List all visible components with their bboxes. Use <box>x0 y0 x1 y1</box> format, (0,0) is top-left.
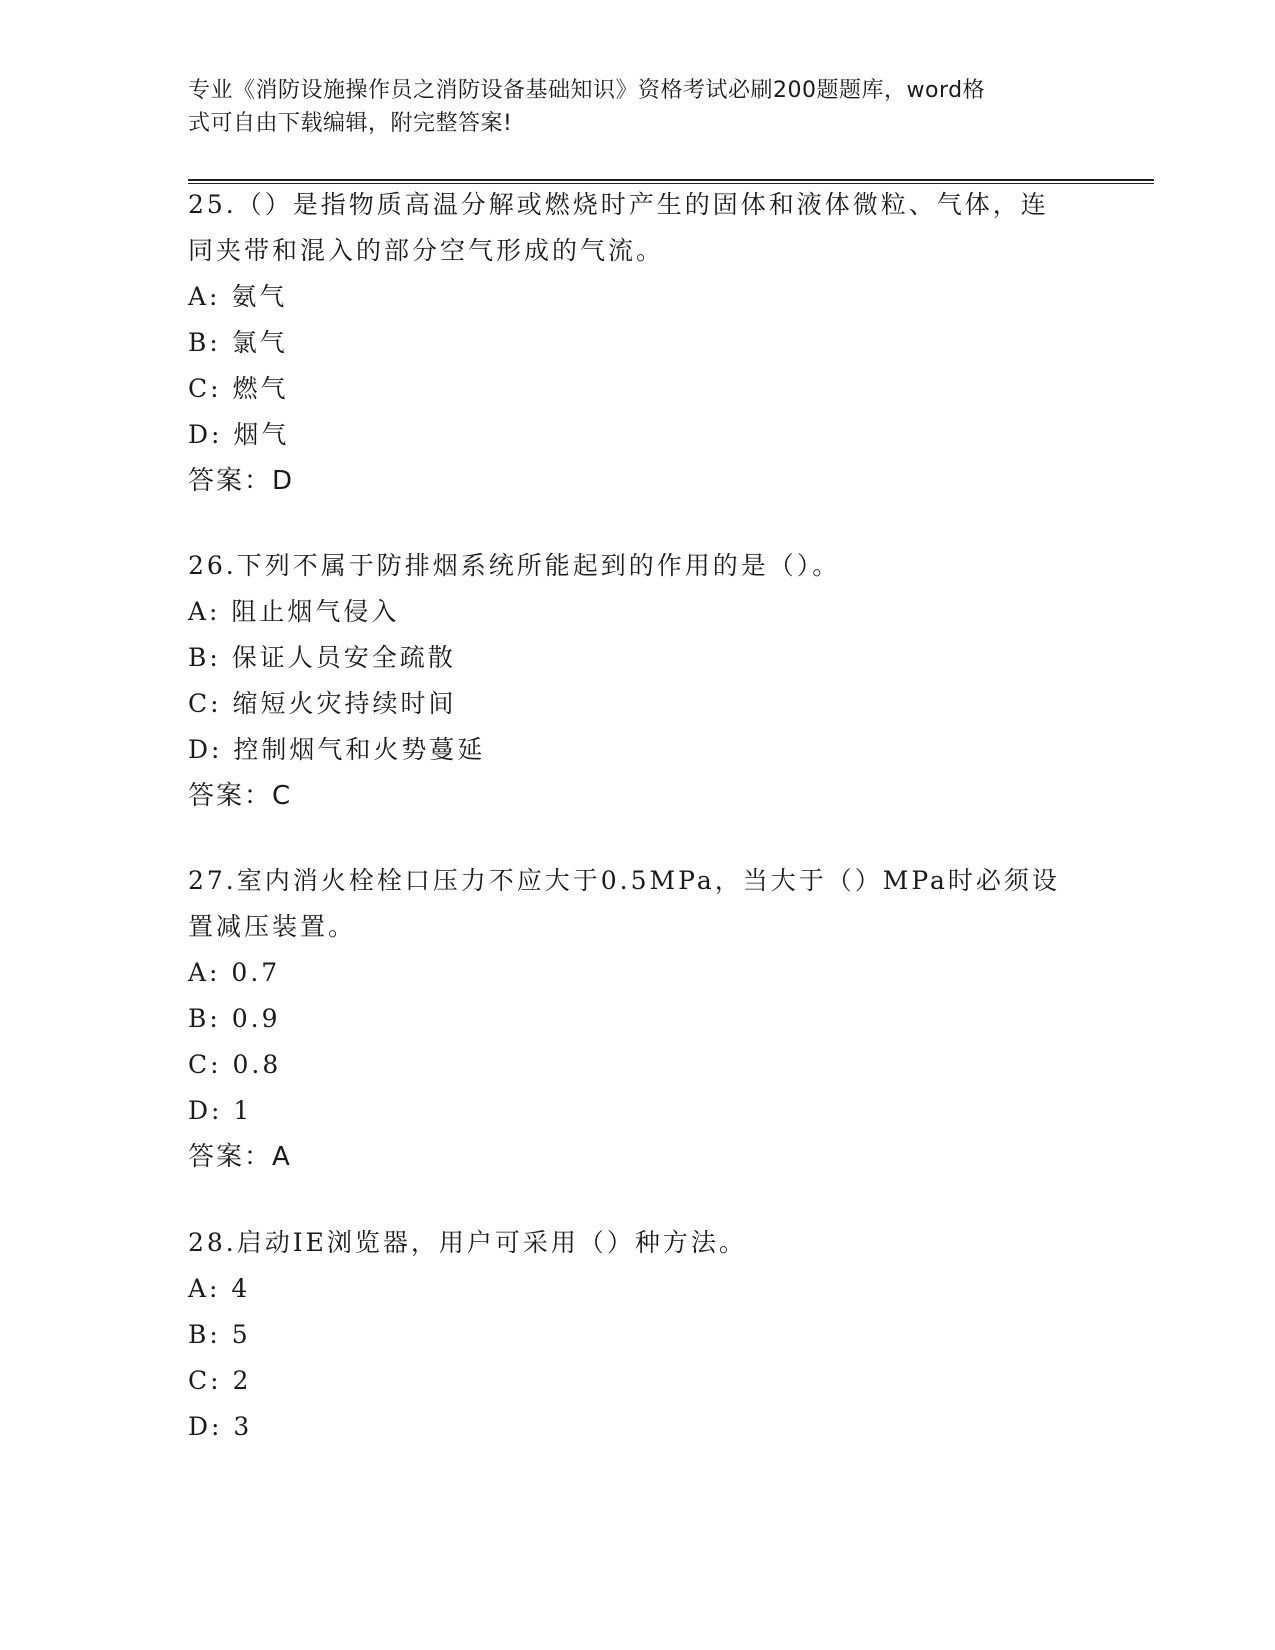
answer: 答案：A <box>188 1142 292 1172</box>
question-stem: 25.（）是指物质高温分解或燃烧时产生的固体和液体微粒、气体，连 <box>188 190 1049 219</box>
header-line-2: 式可自由下载编辑，附完整答案! <box>188 111 513 136</box>
option-c: C: 缩短火灾持续时间 <box>188 689 457 718</box>
option-b: B: 5 <box>188 1320 251 1349</box>
option-c: C: 燃气 <box>188 374 289 403</box>
option-a: A: 4 <box>188 1274 251 1303</box>
option-b: B: 保证人员安全疏散 <box>188 643 456 672</box>
option-d: D: 控制烟气和火势蔓延 <box>188 735 486 764</box>
document-header <box>188 74 1068 140</box>
question-stem: 28.启动IE浏览器，用户可采用（）种方法。 <box>188 1228 747 1257</box>
answer: 答案：D <box>188 466 295 496</box>
option-a: A: 氨气 <box>188 282 288 311</box>
question-28 <box>188 1220 1088 1450</box>
question-stem-continued: 置减压装置。 <box>188 912 357 941</box>
question-stem: 26.下列不属于防排烟系统所能起到的作用的是（）。 <box>188 551 841 580</box>
option-c: C: 0.8 <box>188 1050 282 1079</box>
option-d: D: 3 <box>188 1412 253 1441</box>
header-line-1: 专业《消防设施操作员之消防设备基础知识》资格考试必刷200题题库，word格 <box>188 78 986 103</box>
option-c: C: 2 <box>188 1366 252 1395</box>
question-25 <box>188 182 1088 504</box>
option-d: D: 烟气 <box>188 420 290 449</box>
question-26 <box>188 543 1088 819</box>
option-b: B: 0.9 <box>188 1004 281 1033</box>
option-a: A: 阻止烟气侵入 <box>188 597 400 626</box>
header-divider-thick <box>188 179 1154 181</box>
option-b: B: 氯气 <box>188 328 288 357</box>
answer: 答案：C <box>188 781 293 811</box>
question-stem-continued: 同夹带和混入的部分空气形成的气流。 <box>188 236 665 265</box>
question-27 <box>188 858 1088 1180</box>
option-d: D: 1 <box>188 1096 253 1125</box>
question-stem: 27.室内消火栓栓口压力不应大于0.5MPa，当大于（）MPa时必须设 <box>188 866 1060 895</box>
option-a: A: 0.7 <box>188 958 281 987</box>
